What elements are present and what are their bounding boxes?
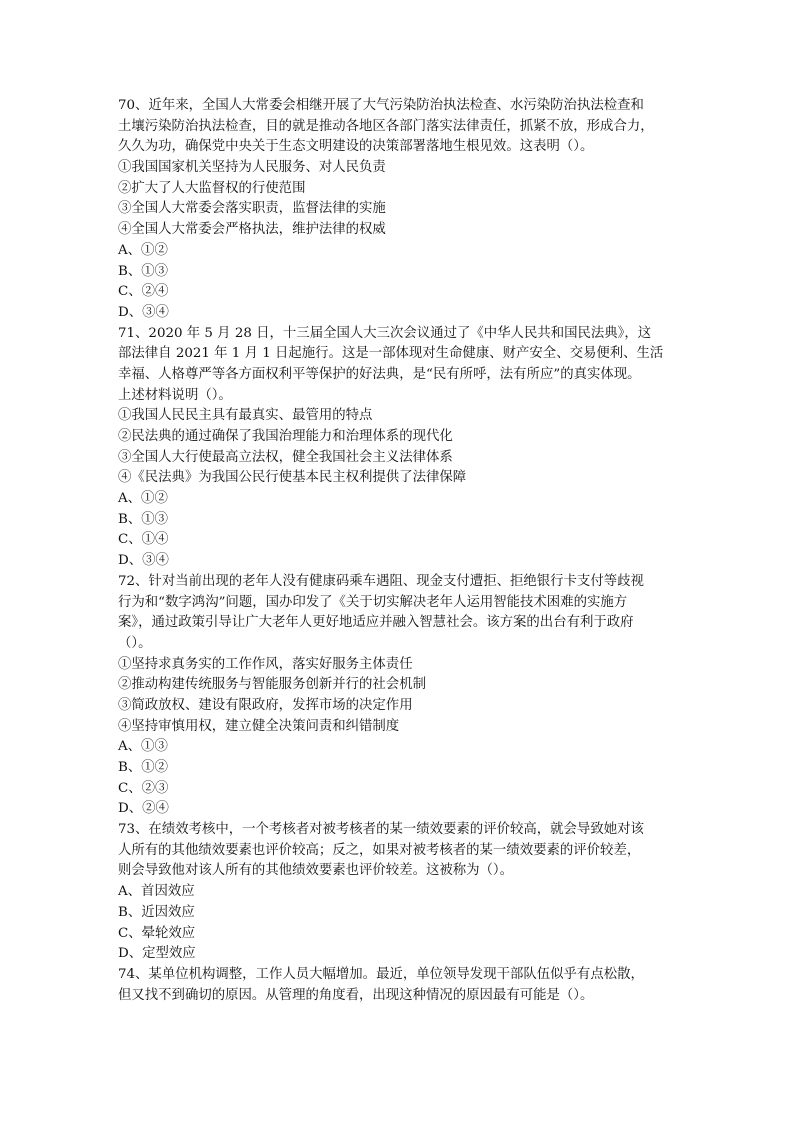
answer-option: B、①② [118, 760, 169, 775]
answer-option: D、定型效应 [118, 946, 196, 962]
question-stem-line: 部法律自 2021 年 1 月 1 日起施行。这是一部体现对生命健康、财产安全、交易便利、生活 [118, 346, 664, 362]
statement-item: ②推动构建传统服务与智能服务创新并行的社会机制 [118, 677, 426, 693]
statement-item: ①我国人民民主具有最真实、最管用的特点 [118, 408, 373, 424]
question-stem-line: 案》，通过政策引导让广大老年人更好地适应并融入智慧社会。该方案的出台有利于政府 [118, 615, 634, 631]
exam-page [118, 96, 678, 1006]
answer-option: B、①③ [118, 511, 169, 527]
question-72 [118, 572, 678, 820]
answer-option: B、①③ [118, 263, 169, 279]
statement-item: ④《民法典》为我国公民行使基本民主权利提供了法律保障 [118, 470, 467, 486]
question-stem-line: 幸福、人格尊严等各方面权利平等保护的好法典，是“民有所呼，法有所应”的真实体现。 [118, 366, 641, 382]
question-stem-line: 则会导致他对该人所有的其他绩效要素也评价较差。这被称为（）。 [118, 863, 514, 879]
answer-option: C、②④ [118, 284, 169, 300]
question-stem-line: 72、针对当前出现的老年人没有健康码乘车遇阻、现金支付遭拒、拒绝银行卡支付等歧视 [118, 573, 644, 589]
statement-item: ①坚持求真务实的工作作风，落实好服务主体责任 [118, 656, 413, 672]
question-stem-line: 久久为功，确保党中央关于生态文明建设的决策部署落地生根见效。这表明（）。 [118, 139, 594, 155]
answer-option: A、①② [118, 242, 168, 258]
question-stem-line: （）。 [118, 635, 152, 651]
question-stem-line: 但又找不到确切的原因。从管理的角度看，出现这种情况的原因最有可能是（）。 [118, 987, 594, 1003]
question-stem-line: 70、近年来，全国人大常委会相继开展了大气污染防治执法检查、水污染防治执法检查和 [118, 98, 644, 113]
answer-option: C、晕轮效应 [118, 925, 196, 941]
statement-item: ③简政放权、建设有限政府，发挥市场的决定作用 [118, 697, 413, 713]
question-stem-line: 74、某单位机构调整，工作人员大幅增加。最近，单位领导发现干部队伍似乎有点松散， [118, 966, 644, 982]
statement-item: ②民法典的通过确保了我国治理能力和治理体系的现代化 [118, 429, 453, 444]
answer-option: D、②④ [118, 801, 169, 817]
question-stem-line: 73、在绩效考核中，一个考核者对被考核者的某一绩效要素的评价较高，就会导致她对该 [118, 822, 644, 838]
answer-option: C、①④ [118, 532, 169, 548]
question-stem-line: 行为和“数字鸿沟”问题，国办印发了《关于切实解决老年人运用智能技术困难的实施方 [118, 594, 628, 610]
answer-option: D、③④ [118, 304, 169, 320]
question-stem-line: 71、2020 年 5 月 28 日，十三届全国人大三次会议通过了《中华人民共和国民法典》，这 [118, 325, 652, 341]
question-74 [118, 965, 678, 1006]
statement-item: ④坚持审慎用权，建立健全决策问责和纠错制度 [118, 718, 400, 734]
answer-option: C、②③ [118, 780, 169, 796]
question-71 [118, 324, 678, 572]
statement-item: ①我国国家机关坚持为人民服务、对人民负责 [118, 160, 386, 176]
statement-item: ③全国人大行使最高立法权，健全我国社会主义法律体系 [118, 449, 453, 465]
statement-item: ②扩大了人大监督权的行使范围 [118, 180, 306, 196]
question-stem-line: 人所有的其他绩效要素也评价较高；反之，如果对被考核者的某一绩效要素的评价较差， [118, 842, 641, 858]
answer-option: B、近因效应 [118, 904, 195, 920]
answer-option: A、①② [118, 491, 168, 507]
question-73 [118, 820, 678, 965]
statement-item: ③全国人大常委会落实职责，监督法律的实施 [118, 201, 386, 217]
answer-option: D、③④ [118, 553, 169, 569]
question-stem-line: 土壤污染防治执法检查，目的就是推动各地区各部门落实法律责任，抓紧不放，形成合力， [118, 118, 654, 134]
answer-option: A、首因效应 [118, 884, 195, 900]
question-stem-line: 上述材料说明（）。 [118, 387, 232, 403]
statement-item: ④全国人大常委会严格执法，维护法律的权威 [118, 222, 386, 238]
question-70 [118, 96, 678, 324]
answer-option: A、①③ [118, 739, 168, 755]
